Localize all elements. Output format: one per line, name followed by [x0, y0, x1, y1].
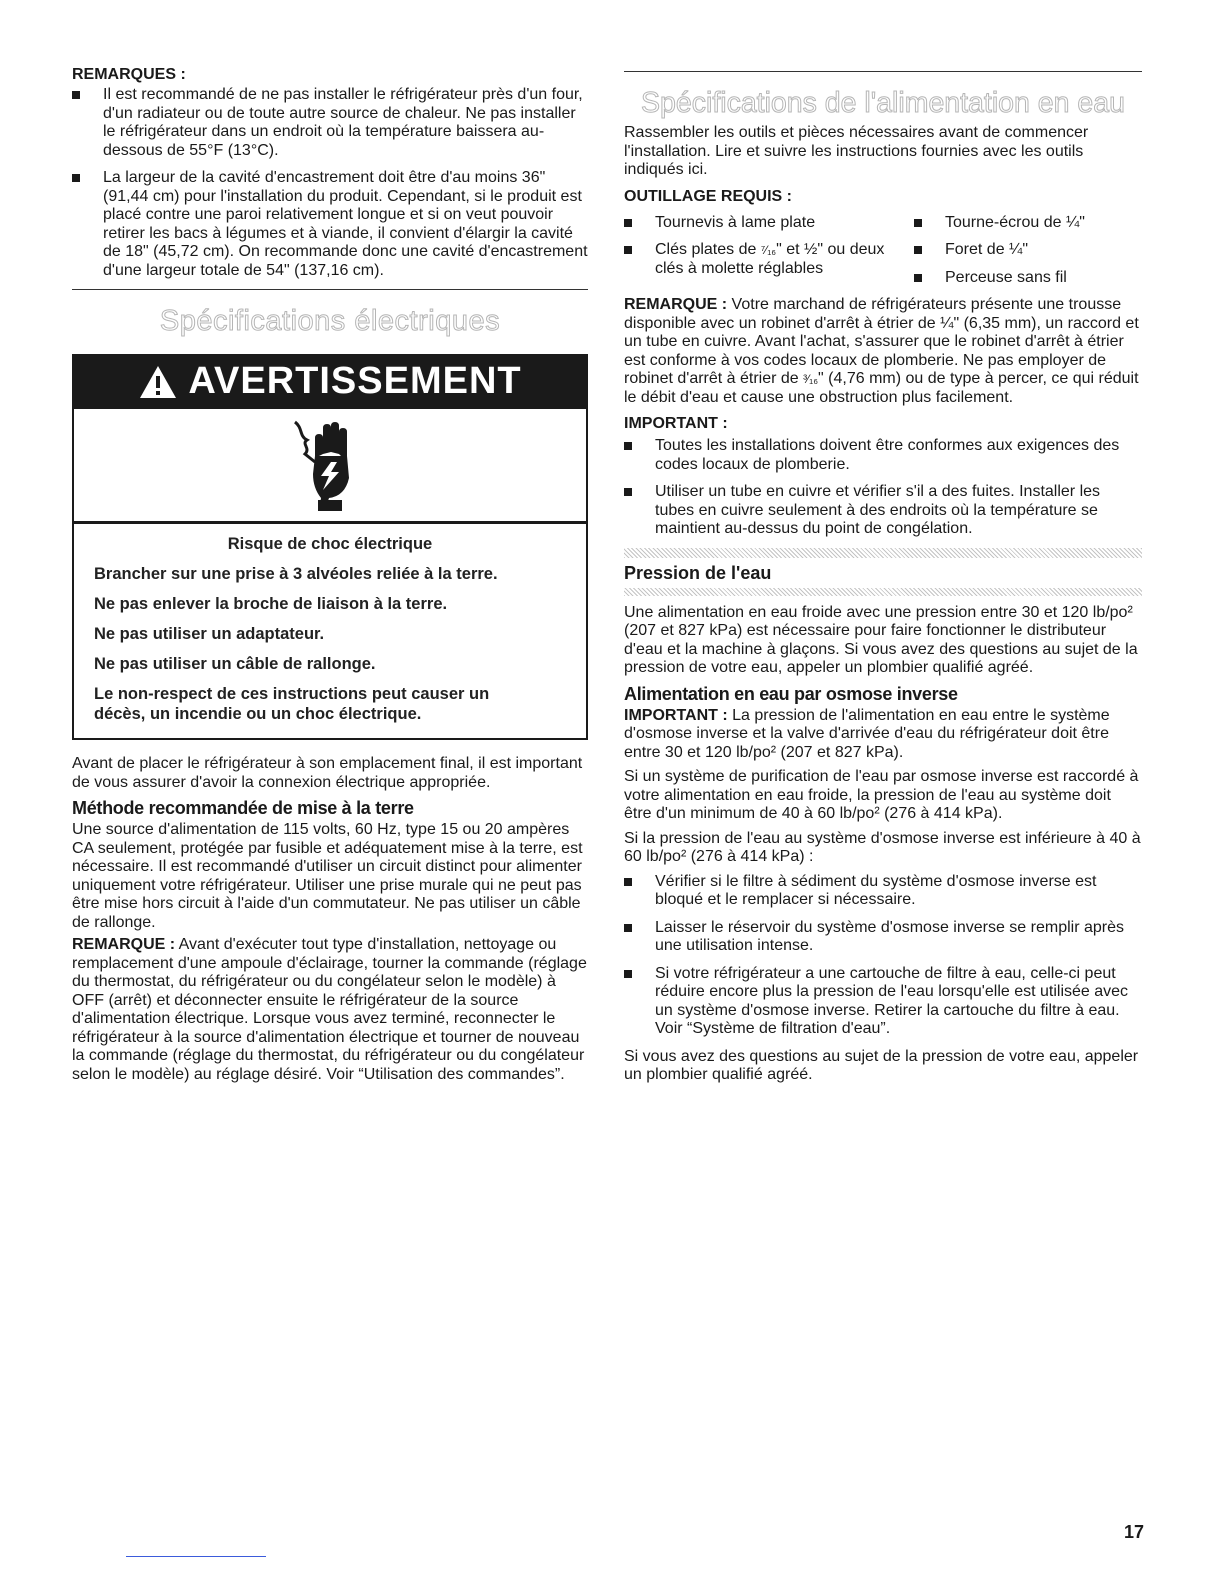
water-remarque: REMARQUE : Votre marchand de réfrigérateurs présente une trousse disponible avec un robinet d'arrêt à étrier de ¼" (6,35 mm), un raccord et un tube en cuivre. Avant l'achat, s'assurer que le robinet d'arrêt à étrier est conforme à vos codes locaux de plomberie. Ne pas employer de robinet d'arrêt à étrier de ³⁄₁₆" (4,76 mm) ou de type à percer, ce qui réduit le débit d'eau et cause une obstruction plus facilement. — [624, 296, 1139, 406]
tools-column-1 — [624, 214, 914, 297]
osmosis-list — [624, 873, 1142, 1039]
electrical-intro: Avant de placer le réfrigérateur à son emplacement final, il est important de vous assurer d'avoir la connexion électrique appropriée. — [72, 755, 583, 791]
list-item: Tournevis à lame plate — [624, 214, 914, 233]
warning-text — [74, 524, 586, 738]
list-item: Clés plates de ⁷⁄₁₆" et ½" ou deux clés à molette réglables — [624, 241, 914, 278]
section-divider — [624, 71, 1142, 72]
osmosis-paragraph: Si la pression de l'eau au système d'osmose inverse est inférieure à 40 à 60 lb/po² (276 à 414 kPa) : — [624, 829, 1141, 865]
warning-box — [72, 354, 588, 740]
warning-line: Ne pas utiliser un câble de rallonge. — [94, 655, 376, 673]
list-item: Utiliser un tube en cuivre et vérifier s'il a des fuites. Installer les tubes en cuivre seulement à des endroits où la température se maintient au-dessus du point de congélation. — [624, 483, 1142, 539]
remarques-list — [72, 86, 588, 280]
bullet-icon — [72, 91, 80, 99]
osmosis-important: IMPORTANT : La pression de l'alimentation en eau entre le système d'osmose inverse et la valve d'arrivée d'eau du réfrigérateur doit être entre 30 et 120 lb/po² (207 et 827 kPa). — [624, 706, 1110, 761]
electrical-remarque: REMARQUE : Avant d'exécuter tout type d'installation, nettoyage ou remplacement d'une ampoule d'éclairage, tourner la commande (réglage du thermostat, du réfrigérateur ou du congélateur selon le modèle) à OFF (arrêt) et déconnecter ensuite le réfrigérateur de la source d'alimentation électrique. Lorsque vous avez terminé, reconnecter le réfrigérateur à la source d'alimentation électrique et tourner de nouveau la commande (réglage du thermostat, du réfrigérateur ou du congélateur selon le modèle) au réglage désiré. Voir “Utilisation des commandes”. — [72, 936, 587, 1083]
water-intro: Rassembler les outils et pièces nécessaires avant de commencer l'installation. Lire et suivre les instructions fournies avec les outils indiqués ici. — [624, 124, 1089, 178]
list-item: Vérifier si le filtre à sédiment du système d'osmose inverse est bloqué et le remplacer si nécessaire. — [624, 873, 1142, 910]
warning-title: AVERTISSEMENT — [188, 360, 522, 402]
grounding-method-heading: Méthode recommandée de mise à la terre — [72, 798, 414, 818]
osmosis-paragraph: Si un système de purification de l'eau par osmose inverse est raccordé à votre alimentation en eau froide, la pression de l'eau au système doit être d'un minimum de 40 à 60 lb/po² (276 à 414 kPa). — [624, 768, 1139, 822]
list-item: Laisser le réservoir du système d'osmose inverse se remplir après une utilisation intense. — [624, 919, 1142, 956]
grounding-method-text: Une source d'alimentation de 115 volts, 60 Hz, type 15 ou 20 ampères CA seulement, protégée par fusible et adéquatement mise à la terre, est nécessaire. Il est recommandé d'utiliser un circuit distinct pour alimenter uniquement votre réfrigérateur. Utiliser une prise murale qui ne peut pas être mise hors circuit à l'aide d'un commutateur. Ne pas utiliser un câble de rallonge. — [72, 821, 583, 931]
right-column — [624, 60, 1142, 1085]
remarques-header: REMARQUES : — [72, 66, 186, 83]
bullet-icon — [624, 970, 632, 978]
list-item: Perceuse sans fil — [914, 269, 1142, 288]
closing-text: Si vous avez des questions au sujet de la pression de votre eau, appeler un plombier qualifié agréé. — [624, 1047, 1139, 1083]
bullet-icon — [624, 442, 632, 450]
bullet-icon — [914, 246, 922, 254]
list-item: Il est recommandé de ne pas installer le réfrigérateur près d'un four, d'un radiateur ou de toute autre source de chaleur. Ne pas installer le réfrigérateur dans un endroit où la température baissera au-dessous de 55°F (13°C). — [72, 86, 588, 160]
pressure-heading: Pression de l'eau — [624, 562, 772, 583]
warning-line: Ne pas enlever la broche de liaison à la terre. — [94, 595, 448, 613]
bullet-icon — [624, 488, 632, 496]
warning-line: Ne pas utiliser un adaptateur. — [94, 625, 325, 643]
osmosis-heading: Alimentation en eau par osmose inverse — [624, 683, 958, 704]
tools-column-2 — [914, 214, 1142, 297]
important-header: IMPORTANT : — [624, 415, 728, 432]
tools-list — [624, 214, 1142, 297]
bullet-icon — [914, 219, 922, 227]
hatch-divider — [624, 588, 1142, 596]
list-item: La largeur de la cavité d'encastrement doit être d'au moins 36" (91,44 cm) pour l'installation du produit. Cependant, si le produit est placé contre une paroi relativement longue et si on veut pouvoir retirer les bacs à légumes et à viande, il convient d'élargir la cavité de 18" (45,72 cm). On recommande donc une cavité d'encastrement d'une largeur totale de 54" (137,16 cm). — [72, 169, 588, 280]
bullet-icon — [624, 246, 632, 254]
list-item: Foret de ¼" — [914, 241, 1142, 260]
bullet-icon — [624, 924, 632, 932]
warning-risk: Risque de choc électrique — [227, 535, 433, 553]
important-list — [624, 437, 1142, 539]
warning-line: Le non-respect de ces instructions peut causer un décès, un incendie ou un choc électrique. — [94, 685, 490, 723]
warning-banner — [74, 354, 586, 409]
bullet-icon — [624, 219, 632, 227]
list-item: Tourne-écrou de ¼" — [914, 214, 1142, 233]
pressure-text: Une alimentation en eau froide avec une pression entre 30 et 120 lb/po² (207 et 827 kPa) est nécessaire pour faire fonctionner le distributeur d'eau et la machine à glaçons. Si vous avez des questions au sujet de la pression de votre eau, appeler un plombier qualifié agréé. — [624, 603, 1138, 676]
hatch-divider — [624, 548, 1142, 558]
tools-header: OUTILLAGE REQUIS : — [624, 187, 792, 205]
water-section-title: Spécifications de l'alimentation en eau — [641, 87, 1125, 119]
electric-shock-icon — [74, 409, 586, 524]
list-item: Toutes les installations doivent être conformes aux exigences des codes locaux de plomberie. — [624, 437, 1142, 474]
bullet-icon — [914, 274, 922, 282]
bullet-icon — [72, 174, 80, 182]
list-item: Si votre réfrigérateur a une cartouche de filtre à eau, celle-ci peut réduire encore plus la pression de l'eau lorsqu'elle est utilisée avec un système d'osmose inverse. Retirer la cartouche du filtre à eau. Voir “Système de filtration d'eau”. — [624, 965, 1142, 1039]
bullet-icon — [624, 878, 632, 886]
footer-line — [126, 1556, 266, 1557]
left-column — [72, 60, 588, 1084]
page-number: 17 — [1123, 1522, 1144, 1542]
warning-line: Brancher sur une prise à 3 alvéoles reliée à la terre. — [94, 565, 498, 583]
section-divider — [72, 289, 588, 290]
warning-triangle-icon — [138, 364, 178, 400]
electrical-section-title: Spécifications électriques — [159, 305, 501, 337]
